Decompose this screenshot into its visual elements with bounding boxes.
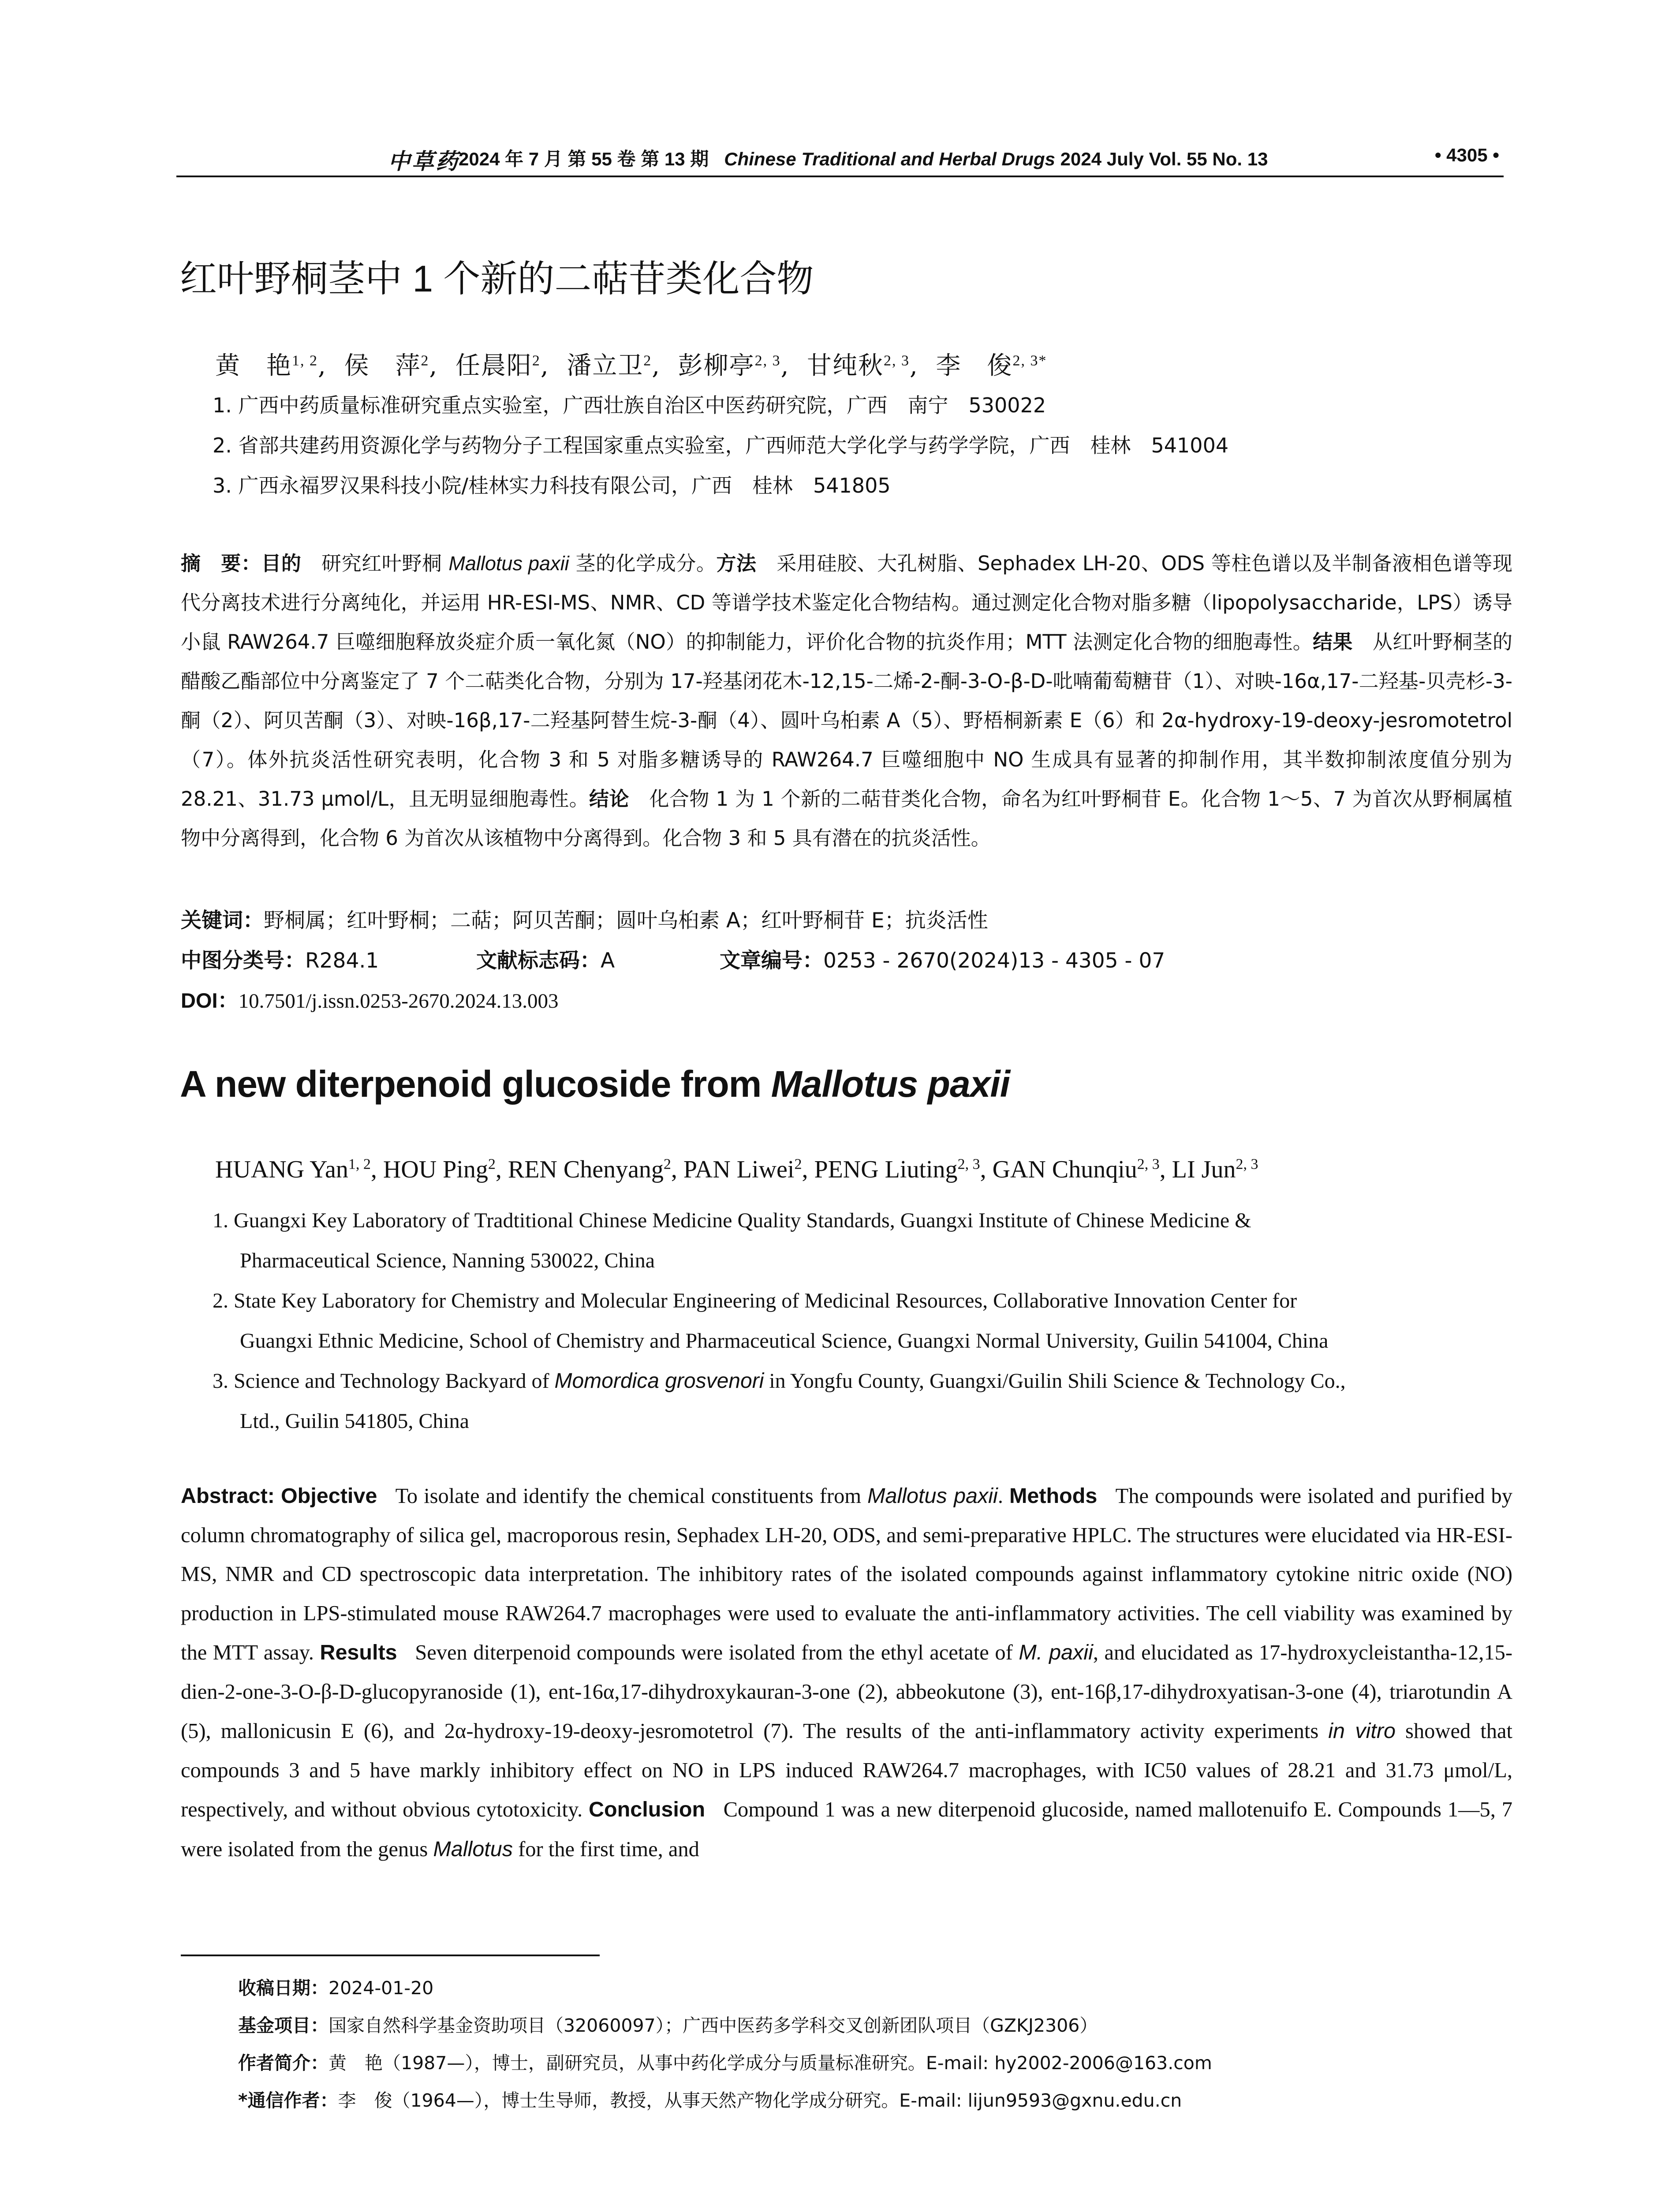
en-results-text-b: , and elucidated as 17-hydroxycleistantha-12,15-dien-2-one-3-O-β-D-glucopyranoside (1), ent-16α,17-dihydroxykauran-3-one (2), abbeokutone (3), ent-16β,17-dihydroxyatisan-3-one (4), triarotundin A (5), mallonicusin E (6), and 2α-hydroxy-19-deoxy-jesromotetrol (7). The results of the anti-inflammatory activity experiments — [181, 1641, 1512, 1743]
en-author — [508, 1156, 683, 1183]
author-affiliation-mark: 2 — [643, 352, 652, 369]
en-methods-label: Methods — [1009, 1484, 1098, 1508]
en-author — [993, 1156, 1172, 1183]
en-abstract-label: Abstract: — [181, 1484, 275, 1508]
corresponding-label: *通信作者： — [238, 2090, 338, 2111]
author-name: PAN Liwei — [683, 1156, 795, 1183]
en-objective-species: Mallotus paxii — [867, 1484, 998, 1508]
english-affiliation-3 — [213, 1361, 1513, 1441]
author-name: HUANG Yan — [215, 1156, 348, 1183]
english-title-species: Mallotus paxii — [771, 1063, 1010, 1105]
en-methods-text: The compounds were isolated and purified by column chromatography of silica gel, macroporous resin, Sephadex LH-20, ODS, and semi-preparative HPLC. The structures were elucidated via HR-ESI-MS, NMR and CD spectroscopic data interpretation. The inhibitory rates of the isolated compounds against inflammatory cytokine nitric oxide (NO) production in LPS-stimulated mouse RAW264.7 macrophages were used to evaluate the anti-inflammatory activities. The cell viability was examined by the MTT assay. — [181, 1484, 1513, 1664]
author-separator: , — [495, 1156, 508, 1183]
author-name: HOU Ping — [383, 1156, 488, 1183]
footnote-received — [238, 1973, 433, 1999]
page-number: • 4305 • — [1434, 145, 1499, 165]
cn-author — [807, 351, 936, 380]
author-separator: , — [671, 1156, 683, 1183]
keywords-line — [181, 904, 988, 934]
aff3-line-c: Ltd., Guilin 541805, China — [240, 1409, 469, 1433]
english-author-list — [215, 1155, 1258, 1184]
author-affiliation-mark: 1, 2 — [292, 352, 318, 369]
chinese-affiliation-1: 1. 广西中药质量标准研究重点实验室，广西壮族自治区中医药研究院，广西 南宁 530022 — [213, 393, 1046, 417]
en-results-text-c: showed that compounds 3 and 5 have markly inhibitory effect on NO in LPS induced RAW264.7 macrophages, with IC50 values of 28.21 and 31.73 μmol/L, respectively, and without obvious cytotoxicity. — [181, 1719, 1512, 1821]
journal-name-en: Chinese Traditional and Herbal Drugs — [724, 149, 1055, 169]
author-affiliation-mark: 2, 3 — [754, 352, 781, 369]
author-affiliation-mark: 2 — [532, 352, 541, 369]
en-conclusion-text-b: for the first time, and — [513, 1837, 699, 1861]
author-separator: , — [910, 351, 936, 380]
received-date: 2024-01-20 — [329, 1977, 434, 1999]
chinese-title: 红叶野桐茎中 1 个新的二萜苷类化合物 — [180, 258, 814, 299]
en-conclusion-genus: Mallotus — [433, 1837, 513, 1861]
keywords-label: 关键词： — [181, 908, 264, 933]
methods-text: 采用硅胶、大孔树脂、Sephadex LH-20、ODS 等柱色谱以及半制备液相色谱等现代分离技术进行分离纯化，并运用 HR-ESI-MS、NMR、CD 等谱学技术鉴定化合物结构。通过测定化合物对脂多糖（lipopolysaccharide，LPS）诱导小鼠 RAW264.7 巨噬细胞释放炎症介质一氧化氮（NO）的抑制能力，评价化合物的抗炎作用；MTT 法测定化合物的细胞毒性。 — [181, 552, 1512, 654]
author-name: REN Chenyang — [508, 1156, 664, 1183]
journal-logo: 中草药 — [388, 149, 459, 174]
en-conclusion-text-a: Compound 1 was a new diterpenoid glucoside, named mallotenuifo E. Compounds 1—5, 7 were isolated from the genus — [181, 1798, 1513, 1861]
aff3-species: Momordica grosvenori — [554, 1369, 764, 1393]
footnote-author — [238, 2048, 1212, 2074]
doi-label: DOI： — [181, 989, 239, 1012]
author-separator: , — [652, 351, 678, 380]
author-name: GAN Chunqiu — [992, 1156, 1137, 1183]
fund-label: 基金项目： — [238, 2015, 329, 2036]
cn-author — [344, 351, 455, 380]
doi-line — [181, 984, 558, 1014]
footnote-divider — [181, 1955, 600, 1956]
english-abstract: Abstract: Objective To isolate and identify the chemical constituents from Mallotus paxii. Methods The compounds were isolated and purified by column chromatography of silica gel, macroporous resin, Sephadex LH-20, ODS, and semi-preparative HPLC. The structures were elucidated via HR-ESI-MS, NMR and CD spectroscopic data interpretation. The inhibitory rates of the isolated compounds against inflammatory cytokine nitric oxide (NO) production in LPS-stimulated mouse RAW264.7 macrophages were used to evaluate the anti-inflammatory activities. The cell viability was examined by the MTT assay. Results Seven diterpenoid compounds were isolated from the ethyl acetate of M. paxii, and elucidated as 17-hydroxycleistantha-12,15-dien-2-one-3-O-β-D-glucopyranoside (1), ent-16α,17-dihydroxykauran-3-one (2), abbeokutone (3), ent-16β,17-dihydroxyatisan-3-one (4), triarotundin A (5), mallonicusin E (6), and 2α-hydroxy-19-deoxy-jesromotetrol (7). The results of the anti-inflammatory activity experiments in vitro showed that compounds 3 and 5 have markly inhibitory effect on NO in LPS induced RAW264.7 macrophages, with IC50 values of 28.21 and 31.73 μmol/L, respectively, and without obvious cytotoxicity. Conclusion Compound 1 was a new diterpenoid glucoside, named mallotenuifo E. Compounds 1—5, 7 were isolated from the genus Mallotus for the first time, and — [181, 1484, 1513, 1861]
en-conclusion-label: Conclusion — [589, 1798, 706, 1821]
author-bio-text: 黄 艳（1987—），博士，副研究员，从事中药化学成分与质量标准研究。E-mail: hy2002-2006@163.com — [329, 2052, 1212, 2074]
methods-label: 方法 — [716, 552, 757, 575]
author-name: 彭柳亭 — [678, 351, 755, 380]
issue-info — [459, 145, 1268, 171]
author-affiliation-mark: 2, 3 — [957, 1156, 980, 1173]
author-affiliation-mark: 2, 3 — [1236, 1156, 1258, 1173]
cn-author — [678, 351, 807, 380]
author-separator: , — [980, 1156, 993, 1183]
objective-species: Mallotus paxii — [448, 552, 569, 575]
objective-text-b: 茎的化学成分。 — [569, 552, 717, 575]
doccode-label: 文献标志码： — [476, 949, 601, 973]
english-affiliation-1 — [213, 1200, 1513, 1281]
author-separator: , — [802, 1156, 814, 1183]
en-author — [683, 1156, 814, 1183]
cn-author — [936, 351, 1047, 380]
author-affiliation-mark: 2 — [421, 352, 429, 369]
running-header — [176, 140, 1504, 177]
author-name: 侯 萍 — [344, 351, 421, 380]
author-affiliation-mark: 2, 3 — [884, 352, 910, 369]
en-author — [1172, 1156, 1258, 1183]
conclusion-text: 化合物 1 为 1 个新的二萜苷类化合物，命名为红叶野桐苷 E。化合物 1～5、7 为首次从野桐属植物中分离得到，化合物 6 为首次从该植物中分离得到。化合物 3 和 5 具有潜在的抗炎活性。 — [181, 787, 1512, 850]
author-name: LI Jun — [1172, 1156, 1236, 1183]
author-name: PENG Liuting — [814, 1156, 958, 1183]
fund-text: 国家自然科学基金资助项目（32060097）；广西中医药多学科交叉创新团队项目（GZKJ2306） — [329, 2015, 1098, 2036]
aff1-line-b: Pharmaceutical Science, Nanning 530022, China — [240, 1249, 655, 1272]
author-separator: , — [540, 351, 567, 380]
footnote-corresponding — [238, 2086, 1182, 2112]
author-affiliation-mark: 2, 3 — [1137, 1156, 1160, 1173]
author-affiliation-mark: 2, 3* — [1012, 352, 1047, 369]
author-separator: , — [429, 351, 455, 380]
article-label: 文章编号： — [720, 949, 823, 973]
cn-author — [215, 351, 344, 380]
author-affiliation-mark: 2 — [488, 1156, 496, 1173]
author-affiliation-mark: 2 — [794, 1156, 802, 1173]
author-separator: , — [318, 351, 344, 380]
author-separator: , — [1159, 1156, 1172, 1183]
author-affiliation-mark: 1, 2 — [348, 1156, 371, 1173]
en-author — [215, 1156, 383, 1183]
results-label: 结果 — [1313, 631, 1353, 653]
document-code-line — [476, 944, 615, 974]
author-bio-label: 作者简介： — [238, 2052, 329, 2074]
en-results-label: Results — [320, 1641, 397, 1664]
en-in-vitro: in vitro — [1328, 1719, 1396, 1743]
author-name: 黄 艳 — [215, 351, 292, 380]
doi: 10.7501/j.issn.0253-2670.2024.13.003 — [238, 990, 559, 1013]
aff1-line-a: 1. Guangxi Key Laboratory of Tradtitional Chinese Medicine Quality Standards, Guangxi Institute of Chinese Medicine & — [213, 1209, 1251, 1232]
en-results-text-a: Seven diterpenoid compounds were isolated from the ethyl acetate of — [415, 1641, 1019, 1664]
aff3-line-a: 3. Science and Technology Backyard of — [213, 1369, 555, 1393]
article-number-line — [720, 944, 1165, 974]
chinese-affiliation-2: 2. 省部共建药用资源化学与药物分子工程国家重点实验室，广西师范大学化学与药学学院，广西 桂林 541004 — [213, 434, 1229, 457]
keywords: 野桐属；红叶野桐；二萜；阿贝苦酮；圆叶乌桕素 A；红叶野桐苷 E；抗炎活性 — [264, 908, 988, 933]
chinese-affiliation-3: 3. 广西永福罗汉果科技小院/桂林实力科技有限公司，广西 桂林 541805 — [213, 474, 891, 497]
objective-label: 目的 — [261, 552, 302, 575]
objective-text-a: 研究红叶野桐 — [321, 552, 449, 575]
en-objective-label: Objective — [280, 1484, 377, 1508]
article-number: 0253 - 2670(2024)13 - 4305 - 07 — [823, 949, 1165, 973]
author-name: 任晨阳 — [455, 351, 532, 380]
author-name: 甘纯秋 — [807, 351, 884, 380]
doccode: A — [601, 949, 615, 973]
clc-label: 中图分类号： — [181, 949, 305, 973]
en-author — [383, 1156, 508, 1183]
en-author — [814, 1156, 992, 1183]
chinese-author-list — [215, 346, 1047, 381]
issue-cn: 2024 年 7 月 第 55 卷 第 13 期 — [459, 149, 709, 169]
aff2-line-a: 2. State Key Laboratory for Chemistry and Molecular Engineering of Medicinal Resources, Collaborative Innovation Center for — [213, 1289, 1297, 1312]
clc-number: R284.1 — [305, 949, 379, 973]
en-objective-text: To isolate and identify the chemical constituents from — [395, 1484, 868, 1508]
corresponding-text: 李 俊（1964—），博士生导师，教授，从事天然产物化学成分研究。E-mail: lijun9593@gxnu.edu.cn — [338, 2090, 1182, 2111]
footnote-fund — [238, 2011, 1098, 2037]
author-affiliation-mark: 2 — [663, 1156, 671, 1173]
aff3-line-b: in Yongfu County, Guangxi/Guilin Shili Science & Technology Co., — [764, 1369, 1346, 1393]
received-label: 收稿日期： — [238, 1977, 329, 1999]
results-text: 从红叶野桐茎的醋酸乙酯部位中分离鉴定了 7 个二萜类化合物，分别为 17-羟基闭花木-12,15-二烯-2-酮-3-O-β-D-吡喃葡萄糖苷（1）、对映-16α,17-二羟基-贝壳杉-3-酮（2）、阿贝苦酮（3）、对映-16β,17-二羟基阿替生烷-3-酮（4）、圆叶乌桕素 A（5）、野梧桐新素 E（6）和 2α-hydroxy-19-deoxy-jesromotetrol（7）。体外抗炎活性研究表明，化合物 3 和 5 对脂多糖诱导的 RAW264.7 巨噬细胞中 NO 生成具有显著的抑制作用，其半数抑制浓度值分别为 28.21、31.73 μmol/L，且无明显细胞毒性。 — [181, 630, 1512, 811]
author-name: 潘立卫 — [567, 351, 644, 380]
author-separator: , — [370, 1156, 383, 1183]
english-title — [180, 1063, 1010, 1106]
abstract-label: 摘 要： — [181, 552, 261, 575]
english-affiliation-2 — [213, 1281, 1513, 1361]
issue-en: 2024 July Vol. 55 No. 13 — [1060, 149, 1268, 169]
english-title-text: A new diterpenoid glucoside from — [180, 1063, 771, 1105]
aff2-line-b: Guangxi Ethnic Medicine, School of Chemistry and Pharmaceutical Science, Guangxi Normal University, Guilin 541004, China — [240, 1329, 1329, 1353]
cn-author — [455, 351, 567, 380]
classification-line — [181, 944, 379, 974]
conclusion-label: 结论 — [589, 788, 629, 810]
author-separator: , — [780, 351, 807, 380]
author-name: 李 俊 — [936, 351, 1013, 380]
en-results-species: M. paxii — [1019, 1641, 1093, 1664]
cn-author — [567, 351, 678, 380]
chinese-abstract — [181, 544, 1512, 858]
